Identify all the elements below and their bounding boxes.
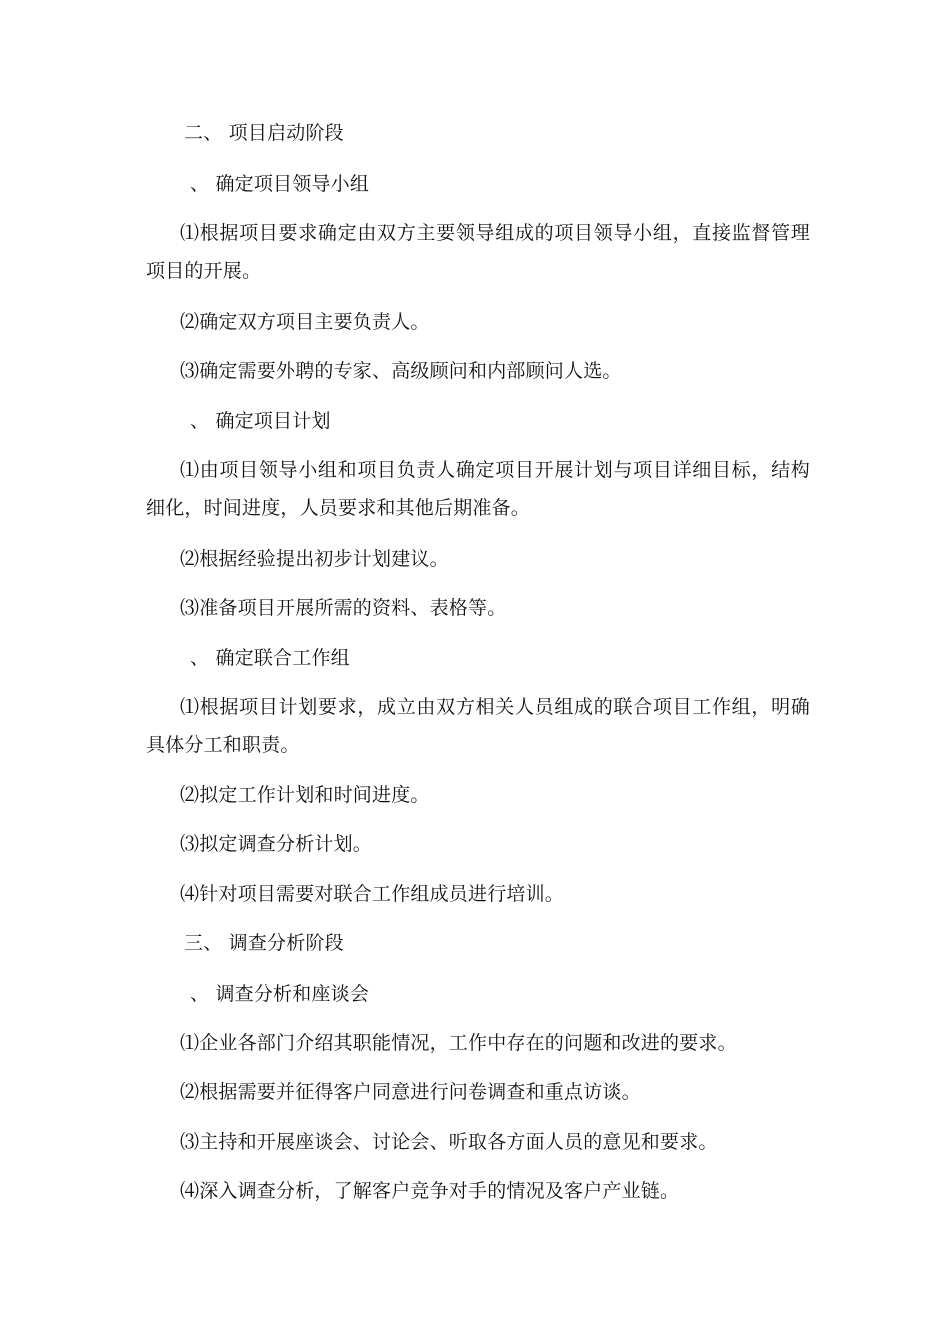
list-item: ⑴由项目领导小组和项目负责人确定项目开展计划与项目详细目标，结构细化，时间进度，人员要求和其他后期准备。: [146, 459, 810, 519]
list-item: ⑶主持和开展座谈会、讨论会、听取各方面人员的意见和要求。: [180, 1131, 718, 1153]
subsection-heading-project-plan: 、 确定项目计划: [190, 410, 331, 432]
section-heading-investigation-analysis: 三、 调查分析阶段: [184, 932, 344, 954]
list-item: ⑵确定双方项目主要负责人。: [180, 311, 430, 333]
subsection-heading-investigation-and-symposium: 、 调查分析和座谈会: [190, 983, 370, 1005]
subsection-heading-leadership-group: 、 确定项目领导小组: [190, 173, 370, 195]
list-item: ⑶确定需要外聘的专家、高级顾问和内部顾问人选。: [180, 360, 622, 382]
subsection-heading-joint-working-group: 、 确定联合工作组: [190, 647, 350, 669]
list-item: ⑴根据项目要求确定由双方主要领导组成的项目领导小组，直接监督管理项目的开展。: [146, 222, 810, 282]
list-item: ⑷针对项目需要对联合工作组成员进行培训。: [180, 883, 565, 905]
list-item: ⑴企业各部门介绍其职能情况，工作中存在的问题和改进的要求。: [180, 1032, 737, 1054]
list-item: ⑴根据项目计划要求，成立由双方相关人员组成的联合项目工作组，明确具体分工和职责。: [146, 696, 810, 756]
list-item: ⑵拟定工作计划和时间进度。: [180, 784, 430, 806]
list-item: ⑵根据需要并征得客户同意进行问卷调查和重点访谈。: [180, 1081, 641, 1103]
list-item: ⑶准备项目开展所需的资料、表格等。: [180, 597, 507, 619]
list-item: ⑶拟定调查分析计划。: [180, 833, 373, 855]
list-item: ⑷深入调查分析，了解客户竞争对手的情况及客户产业链。: [180, 1180, 680, 1202]
section-heading-project-launch: 二、 项目启动阶段: [184, 122, 344, 144]
list-item: ⑵根据经验提出初步计划建议。: [180, 548, 449, 570]
